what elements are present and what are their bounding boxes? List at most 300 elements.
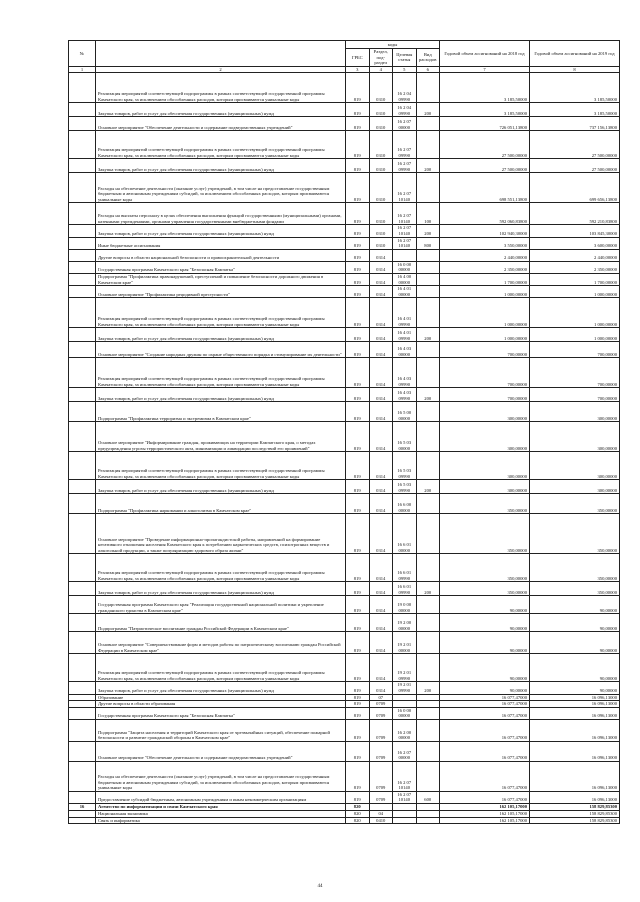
- table-row: [69, 694, 620, 701]
- row-razdel: 0314: [369, 596, 393, 614]
- row-name: Основное мероприятие "Профилактика рецидивной преступности": [96, 286, 346, 298]
- row-amount-2018: 16 077,47000: [440, 741, 530, 761]
- row-razdel: 0314: [369, 261, 393, 273]
- row-target: 16 0 00 00000: [393, 261, 417, 273]
- row-target: [393, 701, 417, 708]
- row-number: [69, 298, 96, 328]
- row-razdel: 0314: [369, 494, 393, 514]
- row-target: 16 2 07 00000: [393, 117, 417, 131]
- row-number: [69, 694, 96, 701]
- row-target: 16 4 01 09990: [393, 328, 417, 342]
- row-razdel: 0310: [369, 103, 393, 117]
- row-vid: [416, 707, 440, 719]
- row-vid: 100: [416, 203, 440, 225]
- row-razdel: 0314: [369, 654, 393, 682]
- table-row: [69, 804, 620, 811]
- row-vid: [416, 701, 440, 708]
- row-vid: [416, 422, 440, 452]
- row-vid: [416, 804, 440, 811]
- row-grbs: 819: [346, 614, 370, 632]
- row-amount-2019: 2 440,00000: [530, 249, 620, 261]
- row-number: [69, 452, 96, 480]
- row-razdel: 0310: [369, 203, 393, 225]
- row-amount-2019: 300,00000: [530, 480, 620, 494]
- row-target: 16 2 07 10140: [393, 225, 417, 237]
- row-name: Подпрограмма "Профилактика наркомании и алкоголизма в Камчатском крае": [96, 494, 346, 514]
- row-grbs: 819: [346, 286, 370, 298]
- row-amount-2018: 16 077,47000: [440, 719, 530, 741]
- table-row: [69, 159, 620, 173]
- row-grbs: 819: [346, 131, 370, 159]
- row-amount-2018: 592 060,83800: [440, 203, 530, 225]
- table-row: [69, 73, 620, 103]
- row-grbs: 819: [346, 791, 370, 803]
- row-vid: [416, 719, 440, 741]
- row-number: [69, 225, 96, 237]
- header-num: №: [69, 41, 96, 67]
- header-razdel: Раздел, под-раздел: [369, 49, 393, 67]
- row-amount-2019: 16 096,13000: [530, 701, 620, 708]
- row-name: Закупка товаров, работ и услуг для обеспечения государственных (муниципальных) нужд: [96, 682, 346, 694]
- row-number: [69, 682, 96, 694]
- row-razdel: 0310: [369, 225, 393, 237]
- row-number: [69, 596, 96, 614]
- row-number: 16: [69, 804, 96, 811]
- row-target: 16 5 03 09990: [393, 480, 417, 494]
- row-number: [69, 791, 96, 803]
- row-grbs: 819: [346, 514, 370, 554]
- row-vid: [416, 761, 440, 791]
- row-amount-2018: 162 105,17000: [440, 817, 530, 824]
- row-razdel: 0314: [369, 514, 393, 554]
- row-grbs: 819: [346, 388, 370, 402]
- row-razdel: 0314: [369, 614, 393, 632]
- header-year-2018: Годовой объем ассигнований на 2018 год: [440, 41, 530, 67]
- row-target: 16 4 03 09990: [393, 358, 417, 388]
- row-amount-2019: 1 000,00000: [530, 328, 620, 342]
- row-amount-2018: 102 940,30000: [440, 225, 530, 237]
- row-number: [69, 328, 96, 342]
- row-grbs: 819: [346, 402, 370, 422]
- table-row: [69, 261, 620, 273]
- row-number: [69, 494, 96, 514]
- row-vid: 800: [416, 237, 440, 249]
- page-number: 44: [317, 884, 323, 889]
- row-amount-2018: 698 551,13800: [440, 173, 530, 203]
- row-target: 16 2 07 10140: [393, 761, 417, 791]
- row-target: [393, 811, 417, 818]
- row-razdel: 0314: [369, 422, 393, 452]
- table-row: [69, 614, 620, 632]
- row-target: 16 4 00 00000: [393, 273, 417, 285]
- row-amount-2018: 350,00000: [440, 582, 530, 596]
- row-amount-2018: 162 105,17000: [440, 811, 530, 818]
- row-vid: [416, 358, 440, 388]
- row-name: Государственная программа Камчатского края "Реализация государственной национальной политики и укрепление гражданского единства в Камчатском крае": [96, 596, 346, 614]
- row-grbs: 819: [346, 159, 370, 173]
- row-number: [69, 701, 96, 708]
- row-amount-2019: 700,00000: [530, 358, 620, 388]
- row-number: [69, 203, 96, 225]
- row-number: [69, 811, 96, 818]
- row-amount-2018: 90,00000: [440, 682, 530, 694]
- row-grbs: 819: [346, 701, 370, 708]
- table-header: [69, 41, 620, 73]
- row-grbs: 819: [346, 103, 370, 117]
- row-target: 16 2 07 00000: [393, 741, 417, 761]
- row-razdel: 0709: [369, 701, 393, 708]
- row-target: 16 2 07 09990: [393, 159, 417, 173]
- row-number: [69, 117, 96, 131]
- table-row: [69, 741, 620, 761]
- row-vid: [416, 286, 440, 298]
- row-target: 16 6 01 09990: [393, 554, 417, 582]
- row-amount-2018: 3 185,50000: [440, 73, 530, 103]
- row-target: 16 4 01 00000: [393, 286, 417, 298]
- row-vid: [416, 596, 440, 614]
- row-razdel: 0314: [369, 402, 393, 422]
- row-name: Закупка товаров, работ и услуг для обеспечения государственных (муниципальных) нужд: [96, 159, 346, 173]
- table-row: [69, 358, 620, 388]
- row-amount-2019: 350,00000: [530, 514, 620, 554]
- row-number: [69, 249, 96, 261]
- row-amount-2018: 1 000,00000: [440, 286, 530, 298]
- row-target: [393, 694, 417, 701]
- row-razdel: 0310: [369, 73, 393, 103]
- row-number: [69, 402, 96, 422]
- row-razdel: 0310: [369, 159, 393, 173]
- row-amount-2018: 350,00000: [440, 494, 530, 514]
- row-vid: [416, 402, 440, 422]
- row-target: 16 2 07 10140: [393, 203, 417, 225]
- row-razdel: 0310: [369, 131, 393, 159]
- table-row: [69, 554, 620, 582]
- table-row: [69, 701, 620, 708]
- row-target: 16 2 04 09990: [393, 73, 417, 103]
- row-amount-2019: 700,00000: [530, 388, 620, 402]
- row-name: Образование: [96, 694, 346, 701]
- table-row: [69, 480, 620, 494]
- row-grbs: 820: [346, 811, 370, 818]
- row-name: Национальная экономика: [96, 811, 346, 818]
- row-name: Закупка товаров, работ и услуг для обеспечения государственных (муниципальных) нужд: [96, 103, 346, 117]
- row-amount-2019: 90,00000: [530, 632, 620, 654]
- row-amount-2018: 300,00000: [440, 452, 530, 480]
- row-name: Другие вопросы в области национальной безопасности и правоохранительной деятельности: [96, 249, 346, 261]
- row-amount-2019: 350,00000: [530, 554, 620, 582]
- row-name: Реализация мероприятий соответствующей подпрограммы в рамках соответствующей государственной программы Камчатского края, за исключением обособленных расходов, которым присваиваются уникальные коды: [96, 654, 346, 682]
- row-name: Закупка товаров, работ и услуг для обеспечения государственных (муниципальных) нужд: [96, 388, 346, 402]
- table-row: [69, 654, 620, 682]
- header-year-2019: Годовой объем ассигнований на 2019 год: [530, 41, 620, 67]
- row-target: 16 4 03 09990: [393, 388, 417, 402]
- row-amount-2019: 16 096,13000: [530, 694, 620, 701]
- row-razdel: 0410: [369, 817, 393, 824]
- row-vid: [416, 117, 440, 131]
- row-grbs: 819: [346, 632, 370, 654]
- table-row: [69, 422, 620, 452]
- row-amount-2019: 158 829,85300: [530, 804, 620, 811]
- row-razdel: 0709: [369, 719, 393, 741]
- row-amount-2019: 737 156,13800: [530, 117, 620, 131]
- row-vid: 600: [416, 791, 440, 803]
- row-razdel: 0314: [369, 273, 393, 285]
- row-amount-2018: 27 500,00000: [440, 159, 530, 173]
- row-grbs: 819: [346, 682, 370, 694]
- row-grbs: 819: [346, 654, 370, 682]
- row-target: 16 2 00 00000: [393, 719, 417, 741]
- row-name: Подпрограмма "Защита населения и территорий Камчатского края от чрезвычайных ситуаций, обеспечение пожарной безопасности и развитие гражданской обороны в Камчатском крае": [96, 719, 346, 741]
- row-target: 16 2 04 09990: [393, 103, 417, 117]
- header-name: [96, 41, 346, 67]
- row-amount-2018: 726 051,13800: [440, 117, 530, 131]
- row-razdel: 0314: [369, 286, 393, 298]
- row-name: Реализация мероприятий соответствующей подпрограммы в рамках соответствующей государственной программы Камчатского края, за исключением обособленных расходов, которым присваиваются уникальные коды: [96, 452, 346, 480]
- table-row: [69, 273, 620, 285]
- row-number: [69, 273, 96, 285]
- row-amount-2018: 300,00000: [440, 422, 530, 452]
- table-row: [69, 719, 620, 741]
- row-number: [69, 741, 96, 761]
- row-razdel: 0314: [369, 249, 393, 261]
- row-number: [69, 358, 96, 388]
- row-amount-2019: 90,00000: [530, 682, 620, 694]
- row-target: 16 6 00 00000: [393, 494, 417, 514]
- row-number: [69, 582, 96, 596]
- row-amount-2018: 90,00000: [440, 596, 530, 614]
- row-amount-2018: 300,00000: [440, 480, 530, 494]
- row-name: Подпрограмма "Профилактика правонарушений, преступлений и повышение безопасности дорожного движения в Камчатском крае": [96, 273, 346, 285]
- row-vid: [416, 654, 440, 682]
- row-amount-2019: 2 350,00000: [530, 261, 620, 273]
- row-amount-2019: 1 000,00000: [530, 298, 620, 328]
- table-row: [69, 494, 620, 514]
- table-row: [69, 388, 620, 402]
- row-target: 19 2 00 00000: [393, 614, 417, 632]
- row-razdel: 0314: [369, 582, 393, 596]
- row-name: Иные бюджетные ассигнования: [96, 237, 346, 249]
- row-number: [69, 103, 96, 117]
- row-vid: 200: [416, 388, 440, 402]
- row-amount-2018: 16 077,47000: [440, 791, 530, 803]
- row-number: [69, 342, 96, 358]
- row-razdel: 0314: [369, 342, 393, 358]
- row-amount-2018: 162 105,17000: [440, 804, 530, 811]
- row-grbs: 819: [346, 554, 370, 582]
- row-razdel: 0310: [369, 117, 393, 131]
- row-name: Расходы на обеспечение деятельности (оказание услуг) учреждений, в том числе на предоставление государственным бюджетным и автономным учреждениям субсидий, за исключением обособленных расходов, которым присваиваются уникальные коды: [96, 761, 346, 791]
- colnum: 4: [369, 66, 393, 73]
- row-amount-2018: 350,00000: [440, 514, 530, 554]
- header-target: Целевая статья: [393, 49, 417, 67]
- row-grbs: 819: [346, 237, 370, 249]
- row-amount-2019: 90,00000: [530, 614, 620, 632]
- row-name: Основное мероприятие "Проведение информационно-пропагандистской работы, направленной на формирование негативного отношения населения Камчатского края к потреблению наркотических средств, психотропных веществ и алкогольной продукции, а также популяризацию здорового образа жизни": [96, 514, 346, 554]
- table-row: [69, 117, 620, 131]
- row-target: 19 2 01 09990: [393, 654, 417, 682]
- row-name: Реализация мероприятий соответствующей подпрограммы в рамках соответствующей государственной программы Камчатского края, за исключением обособленных расходов, которым присваиваются уникальные коды: [96, 358, 346, 388]
- row-razdel: 0310: [369, 237, 393, 249]
- row-vid: 200: [416, 682, 440, 694]
- row-vid: [416, 817, 440, 824]
- row-number: [69, 817, 96, 824]
- row-vid: [416, 73, 440, 103]
- row-razdel: 0314: [369, 632, 393, 654]
- row-razdel: 0314: [369, 452, 393, 480]
- row-target: 16 6 01 09990: [393, 582, 417, 596]
- row-amount-2019: 700,00000: [530, 342, 620, 358]
- row-grbs: 819: [346, 494, 370, 514]
- row-number: [69, 654, 96, 682]
- table-body: [69, 73, 620, 824]
- row-target: 16 0 00 00000: [393, 707, 417, 719]
- row-amount-2019: 3 600,00000: [530, 237, 620, 249]
- row-vid: [416, 249, 440, 261]
- row-razdel: 0314: [369, 480, 393, 494]
- table-row: [69, 286, 620, 298]
- row-razdel: 0709: [369, 741, 393, 761]
- row-razdel: 0314: [369, 554, 393, 582]
- row-name: Закупка товаров, работ и услуг для обеспечения государственных (муниципальных) нужд: [96, 582, 346, 596]
- row-grbs: 819: [346, 261, 370, 273]
- row-vid: [416, 494, 440, 514]
- row-grbs: 820: [346, 804, 370, 811]
- row-number: [69, 159, 96, 173]
- row-name: Государственная программа Камчатского края "Безопасная Камчатка": [96, 707, 346, 719]
- row-number: [69, 422, 96, 452]
- row-number: [69, 237, 96, 249]
- row-grbs: 819: [346, 273, 370, 285]
- row-amount-2019: 90,00000: [530, 596, 620, 614]
- row-amount-2019: 158 829,85300: [530, 811, 620, 818]
- row-grbs: 819: [346, 741, 370, 761]
- row-target: 16 2 07 10140: [393, 173, 417, 203]
- row-grbs: 819: [346, 452, 370, 480]
- row-grbs: 819: [346, 358, 370, 388]
- row-number: [69, 554, 96, 582]
- row-amount-2018: 700,00000: [440, 342, 530, 358]
- row-amount-2018: 2 350,00000: [440, 261, 530, 273]
- table-row: [69, 402, 620, 422]
- row-vid: [416, 261, 440, 273]
- row-name: Реализация мероприятий соответствующей подпрограммы в рамках соответствующей государственной программы Камчатского края, за исключением обособленных расходов, которым присваиваются уникальные коды: [96, 131, 346, 159]
- row-amount-2018: 350,00000: [440, 554, 530, 582]
- row-name: Основное мероприятие "Информирование граждан, проживающих на территории Камчатского края, о методах предупреждения угрозы террористического акта, минимизации и ликвидации последствий его проявлений": [96, 422, 346, 452]
- row-target: 16 2 07 10140: [393, 237, 417, 249]
- row-grbs: 819: [346, 707, 370, 719]
- budget-table: [68, 40, 620, 824]
- row-target: 16 2 07 10140: [393, 791, 417, 803]
- budget-sheet: [68, 40, 620, 824]
- row-vid: [416, 342, 440, 358]
- row-amount-2019: 3 185,50000: [530, 73, 620, 103]
- row-number: [69, 614, 96, 632]
- colnum: 1: [69, 66, 96, 73]
- row-razdel: 04: [369, 811, 393, 818]
- row-vid: [416, 452, 440, 480]
- row-razdel: 0314: [369, 358, 393, 388]
- table-row: [69, 225, 620, 237]
- row-grbs: 819: [346, 225, 370, 237]
- row-name: Основное мероприятие "Обеспечение деятельности и содержание подведомственных учреждений": [96, 117, 346, 131]
- row-target: [393, 804, 417, 811]
- row-amount-2018: 16 077,47000: [440, 701, 530, 708]
- row-target: [393, 817, 417, 824]
- row-razdel: [369, 804, 393, 811]
- table-row: [69, 203, 620, 225]
- table-row: [69, 514, 620, 554]
- colnum: 7: [440, 66, 530, 73]
- row-number: [69, 632, 96, 654]
- row-vid: 200: [416, 582, 440, 596]
- colnum: 2: [96, 66, 346, 73]
- row-name: Другие вопросы в области образования: [96, 701, 346, 708]
- row-amount-2019: 27 500,00000: [530, 131, 620, 159]
- row-razdel: 07: [369, 694, 393, 701]
- row-amount-2019: 16 096,13000: [530, 741, 620, 761]
- colnum: 3: [346, 66, 370, 73]
- table-row: [69, 103, 620, 117]
- row-amount-2018: 16 077,47000: [440, 761, 530, 791]
- row-vid: 200: [416, 225, 440, 237]
- header-grbs: ГРБС: [346, 49, 370, 67]
- row-target: 16 2 07 09990: [393, 131, 417, 159]
- row-number: [69, 131, 96, 159]
- row-vid: [416, 554, 440, 582]
- row-razdel: 0709: [369, 707, 393, 719]
- row-target: 16 6 01 00000: [393, 514, 417, 554]
- row-grbs: 819: [346, 422, 370, 452]
- row-amount-2019: 16 096,13000: [530, 761, 620, 791]
- row-amount-2019: 158 829,85300: [530, 817, 620, 824]
- row-vid: 200: [416, 328, 440, 342]
- row-grbs: 819: [346, 761, 370, 791]
- column-numbers-row: [69, 66, 620, 73]
- row-amount-2019: 300,00000: [530, 402, 620, 422]
- row-target: 19 0 00 00000: [393, 596, 417, 614]
- row-amount-2019: 699 656,13800: [530, 173, 620, 203]
- row-amount-2019: 1 700,00000: [530, 273, 620, 285]
- row-target: 19 2 01 00000: [393, 632, 417, 654]
- row-amount-2019: 592 210,83800: [530, 203, 620, 225]
- row-amount-2019: 16 096,13000: [530, 719, 620, 741]
- table-row: [69, 811, 620, 818]
- row-grbs: 819: [346, 249, 370, 261]
- table-row: [69, 298, 620, 328]
- row-number: [69, 761, 96, 791]
- row-amount-2018: 16 077,47000: [440, 694, 530, 701]
- row-razdel: 0314: [369, 682, 393, 694]
- row-vid: 200: [416, 480, 440, 494]
- row-grbs: 819: [346, 480, 370, 494]
- table-row: [69, 452, 620, 480]
- row-target: 16 5 00 00000: [393, 402, 417, 422]
- row-number: [69, 707, 96, 719]
- row-grbs: 819: [346, 596, 370, 614]
- row-number: [69, 286, 96, 298]
- row-grbs: 819: [346, 173, 370, 203]
- row-grbs: 819: [346, 298, 370, 328]
- row-name: Закупка товаров, работ и услуг для обеспечения государственных (муниципальных) нужд: [96, 480, 346, 494]
- row-name: Закупка товаров, работ и услуг для обеспечения государственных (муниципальных) нужд: [96, 328, 346, 342]
- header-codes: коды: [346, 41, 440, 49]
- row-target: 16 5 03 00000: [393, 422, 417, 452]
- row-amount-2018: 3 185,50000: [440, 103, 530, 117]
- row-amount-2018: 1 000,00000: [440, 328, 530, 342]
- row-number: [69, 388, 96, 402]
- row-name: Основное мероприятие "Обеспечение деятельности и содержание подведомственных учреждений": [96, 741, 346, 761]
- row-amount-2018: 90,00000: [440, 632, 530, 654]
